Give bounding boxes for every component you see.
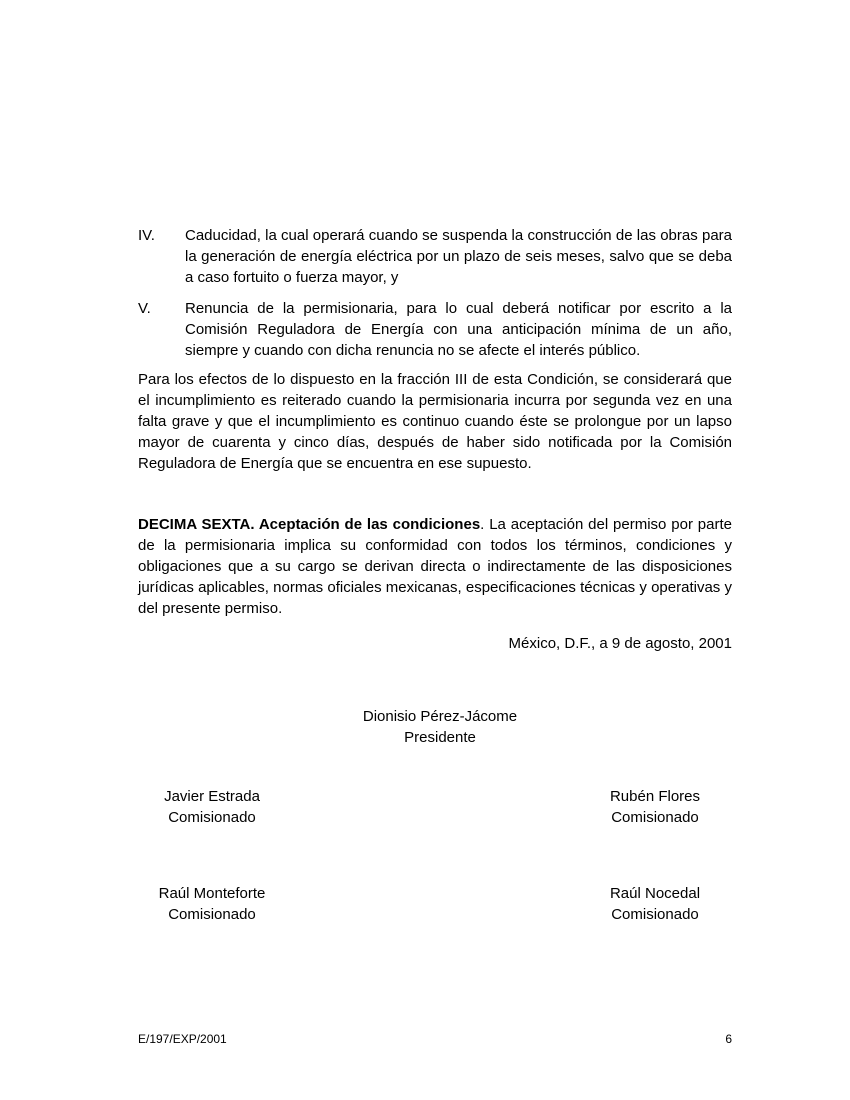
- page-footer: [138, 1032, 732, 1047]
- signatory-title: Comisionado: [611, 906, 699, 923]
- document-reference: E/197/EXP/2001: [138, 1032, 227, 1046]
- president-signature-block: [345, 706, 535, 748]
- signatory-title: Comisionado: [168, 906, 256, 923]
- signatory-title: Comisionado: [611, 809, 699, 826]
- list-marker-v: V.: [138, 300, 151, 317]
- conditions-list: [138, 225, 732, 371]
- signatory-name: Raúl Nocedal: [609, 885, 701, 902]
- list-marker-iv: IV.: [138, 227, 155, 244]
- signature-raul-nocedal: [580, 883, 730, 925]
- signatory-name: Raúl Monteforte: [158, 885, 266, 902]
- list-text-v: Renuncia de la permisionaria, para lo cual deberá notificar por escrito a la Comisión Reguladora de Energía con una anticipación mínima de un año, siempre y cuando con dicha renuncia no se afecte el interés público.: [185, 300, 732, 359]
- signature-ruben-flores: [580, 786, 730, 828]
- president-name: Dionisio Pérez-Jácome: [362, 708, 518, 725]
- clause-decima-sexta: [138, 514, 732, 619]
- list-text-iv: Caducidad, la cual operará cuando se suspenda la construcción de las obras para la generación de energía eléctrica por un plazo de seis meses, salvo que se deba a caso fortuito o fuerza mayor, y: [185, 227, 732, 286]
- signature-javier-estrada: [137, 786, 287, 828]
- signatory-name: Rubén Flores: [609, 788, 701, 805]
- list-item-v: [138, 298, 732, 361]
- signatory-name: Javier Estrada: [164, 788, 260, 805]
- clause-body: . La aceptación del permiso por parte de la permisionaria implica su conformidad con todos los términos, condiciones y obligaciones que a su cargo se derivan directa o indirectamente de las disposiciones jurídicas aplicables, normas oficiales mexicanas, especificaciones técnicas y operativas y del presente permiso.: [138, 516, 732, 617]
- signatory-title: Comisionado: [168, 809, 256, 826]
- president-title: Presidente: [404, 729, 476, 746]
- page-number: 6: [725, 1032, 732, 1046]
- list-item-iv: [138, 225, 732, 288]
- signature-raul-monteforte: [137, 883, 287, 925]
- dateline: México, D.F., a 9 de agosto, 2001: [508, 635, 732, 652]
- clause-heading: DECIMA SEXTA. Aceptación de las condiciones: [138, 516, 481, 533]
- paragraph-fraccion-iii: Para los efectos de lo dispuesto en la fracción III de esta Condición, se considerará que el incumplimiento es reiterado cuando la permisionaria incurra por segunda vez en una falta grave y que el incumplimiento es continuo cuando éste se prolongue por un lapso mayor de cuarenta y cinco días, después de haber sido notificada por la Comisión Reguladora de Energía que se encuentra en ese supuesto.: [138, 371, 732, 472]
